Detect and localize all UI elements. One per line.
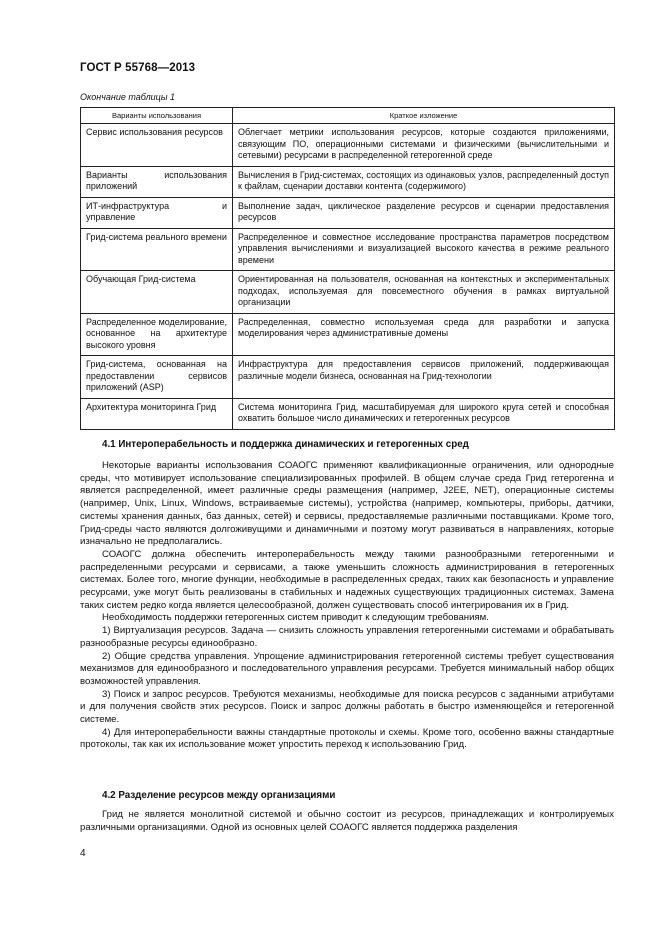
table-row — [81, 197, 615, 228]
paragraph: 2) Общие средства управления. Упрощение администрирования гетерогенной системы требует существования механизмов для единообразного и последовательного управления ресурсами. Требуется минимальный набор общих возможностей управления. — [80, 650, 614, 687]
section-heading-4-2: 4.2 Разделение ресурсов между организациями — [102, 790, 336, 801]
section-4-1-body — [80, 460, 614, 752]
use-case-summary: Распределенная, совместно используемая среда для разработки и запуска моделирования через административные домены — [233, 313, 615, 356]
paragraph: 4) Для интероперабельности важны стандартные протоколы и схемы. Кроме того, особенно важны стандартные протоколы, так как их использование может упростить переход к использованию Грид. — [80, 726, 614, 751]
use-case-name: Сервис использования ресурсов — [81, 124, 233, 167]
table-row — [81, 124, 615, 167]
paragraph: Некоторые варианты использования СОАОГС применяют квалификационные ограничения, или однородные среды, что мотивирует использование специализированных профилей. В общем случае среда Грид гетерогенна и является распределенной, имеет различные среды размещения (например, J2EE, NET), операционные системы (например, Unix, Linux, Windows, встраиваемые системы), устройства (например, компьютеры, приборы, датчики, системы хранения данных, баз данных, сетей) и сервисы, предоставляемые различными поставщиками. Кроме того, Грид-среды часто являются долгоживущими и динамичными и поэтому могут развиваться в направлениях, которые изначально не предполагались. — [80, 460, 614, 548]
table-row — [81, 313, 615, 356]
use-case-summary: Выполнение задач, циклическое разделение ресурсов и сценарии предоставления ресурсов — [233, 197, 615, 228]
use-case-summary: Вычисления в Грид-системах, состоящих из одинаковых узлов, распределенный доступ к файлам, сценарии доставки контента (содержимого) — [233, 166, 615, 197]
use-case-summary: Ориентированная на пользователя, основанная на контекстных и экспериментальных подходах, используемая для повсеместного обучения в рамках виртуальной организации — [233, 271, 615, 314]
table-caption: Окончание таблицы 1 — [80, 92, 175, 102]
table-row — [81, 271, 615, 314]
table-header-row — [81, 108, 615, 124]
use-cases-table — [80, 107, 615, 430]
column-header-summary: Краткое изложение — [233, 108, 615, 124]
use-case-name: Грид-система, основанная на предоставлении сервисов приложений (ASP) — [81, 356, 233, 399]
column-header-use-case: Варианты использования — [81, 108, 233, 124]
use-case-summary: Система мониторинга Грид, масштабируемая для широкого круга сетей и способная охватить большое число динамических и гетерогенных ресурсов — [233, 398, 615, 429]
paragraph: Необходимость поддержки гетерогенных систем приводит к следующим требованиям. — [102, 612, 489, 624]
table-row — [81, 398, 615, 429]
use-case-name: Архитектура мониторинга Грид — [81, 398, 233, 429]
use-case-name: ИТ-инфраструктура и управление — [81, 197, 233, 228]
use-case-summary: Облегчает метрики использования ресурсов, которые создаются приложениями, связующим ПО, операционными системами и физическими (вычислительными и сетевыми) ресурсами в распределенной гетерогенной среде — [233, 124, 615, 167]
section-heading-4-1: 4.1 Интероперабельность и поддержка динамических и гетерогенных сред — [102, 439, 469, 450]
use-case-summary: Распределенное и совместное исследование пространства параметров посредством управления вычислениями и визуализацией высокого качества в режиме реального времени — [233, 228, 615, 271]
paragraph: 3) Поиск и запрос ресурсов. Требуются механизмы, необходимые для поиска ресурсов с заданными атрибутами и для получения свойств этих ресурсов. Поиск и запрос должны работать в быстро изменяющейся и гетерогенной системе. — [80, 688, 614, 726]
use-case-name: Распределенное моделирование, основанное на архитектуре высокого уровня — [81, 313, 233, 356]
paragraph: СОАОГС должна обеспечить интероперабельность между такими разнообразными гетерогенными и распределенными ресурсами и сервисами, а также уменьшить сложность администрирования в гетерогенных системах. Более того, многие функции, необходимые в распределенных средах, таких как безопасность и управление ресурсами, уже могут быть реализованы в стабильных и надежных существующих традиционных системах. Замена таких систем редко когда является целесообразной, должен существовать способ интегрирования их в Грид. — [80, 548, 614, 611]
table-row — [81, 228, 615, 271]
paragraph: Грид не является монолитной системой и обычно состоит из ресурсов, принадлежащих и контролируемых различными организациями. Одной из основных целей СОАОГС является поддержка разделения — [80, 809, 614, 833]
table-row — [81, 356, 615, 399]
use-case-name: Варианты использования приложений — [81, 166, 233, 197]
page-number: 4 — [80, 848, 86, 859]
standard-header: ГОСТ Р 55768—2013 — [80, 62, 196, 74]
use-case-name: Обучающая Грид-система — [81, 271, 233, 314]
table-row — [81, 166, 615, 197]
section-4-2-body — [80, 809, 614, 834]
use-case-name: Грид-система реального времени — [81, 228, 233, 271]
use-case-summary: Инфраструктура для предоставления сервисов приложений, поддерживающая различные модели бизнеса, основанная на Грид-технологии — [233, 356, 615, 399]
paragraph: 1) Виртуализация ресурсов. Задача — снизить сложность управления гетерогенными системами и обрабатывать разнообразные ресурсы единообразно. — [80, 625, 614, 649]
